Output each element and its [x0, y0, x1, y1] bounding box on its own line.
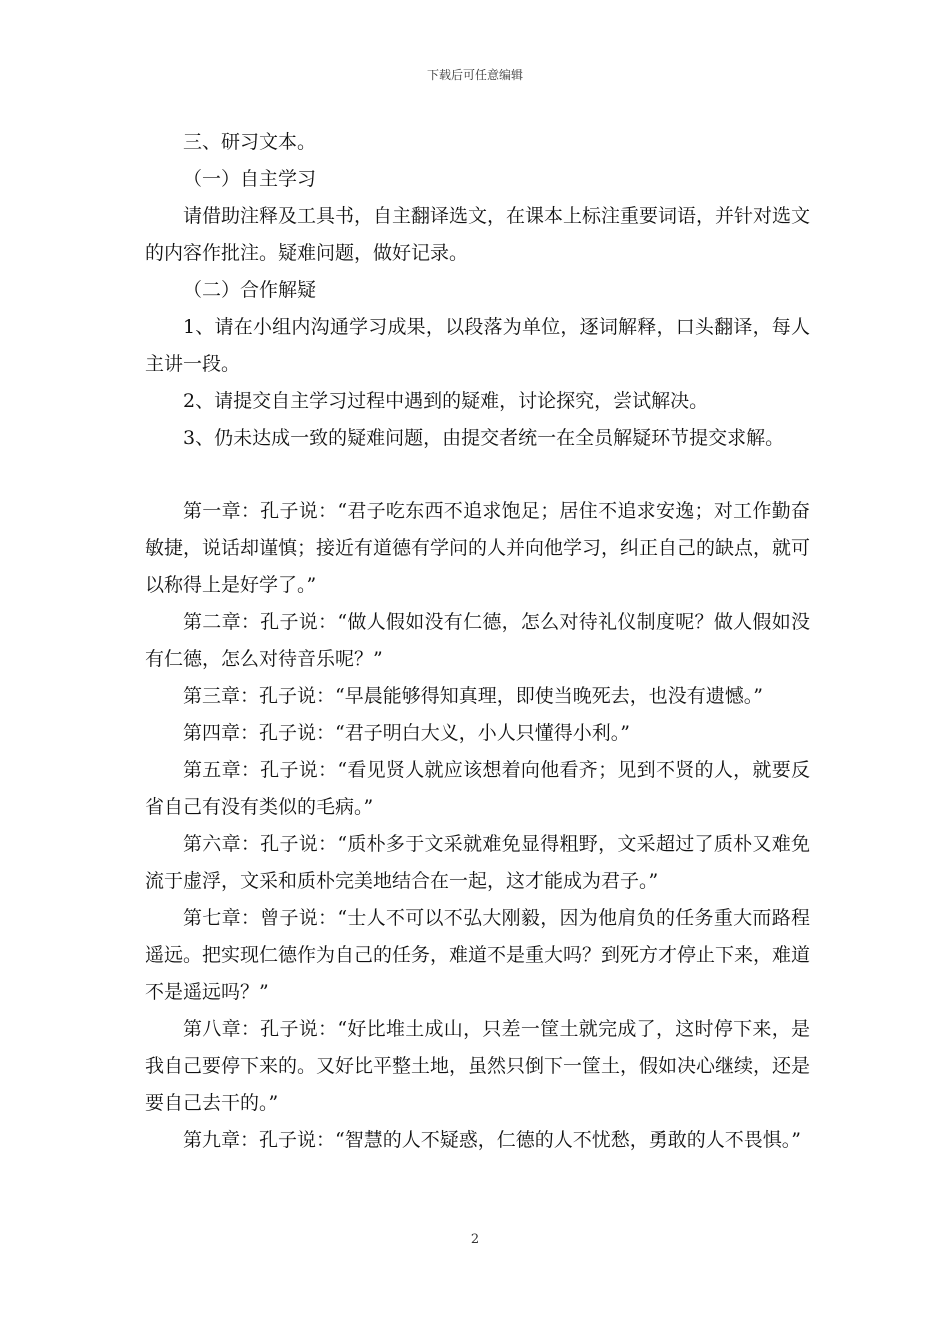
step-item: 3、仍未达成一致的疑难问题，由提交者统一在全员解疑环节提交求解。 [183, 427, 785, 449]
subsection-self-study: （一）自主学习 [183, 168, 317, 190]
chapter-paragraph: 第九章：孔子说：“智慧的人不疑惑，仁德的人不忧愁，勇敢的人不畏惧。” [183, 1129, 801, 1151]
section-heading: 三、研习文本。 [183, 131, 317, 153]
chapter-paragraph: 第二章：孔子说：“做人假如没有仁德，怎么对待礼仪制度呢？做人假如没有仁德，怎么对待音乐呢？” [145, 611, 810, 670]
page-number: 2 [470, 1232, 480, 1247]
step-item: 2、请提交自主学习过程中遇到的疑难，讨论探究，尝试解决。 [183, 390, 709, 412]
step-item: 1、请在小组内沟通学习成果，以段落为单位，逐词解释，口头翻译，每人主讲一段。 [145, 316, 810, 375]
chapter-paragraph: 第七章：曾子说：“士人不可以不弘大刚毅，因为他肩负的任务重大而路程遥远。把实现仁德作为自己的任务，难道不是重大吗？到死方才停止下来，难道不是遥远吗？” [145, 907, 811, 1003]
chapter-paragraph: 第五章：孔子说：“看见贤人就应该想着向他看齐；见到不贤的人，就要反省自己有没有类似的毛病。” [145, 759, 810, 818]
self-study-paragraph: 请借助注释及工具书，自主翻译选文，在课本上标注重要词语，并针对选文的内容作批注。疑难问题，做好记录。 [145, 205, 811, 264]
chapter-paragraph: 第六章：孔子说：“质朴多于文采就难免显得粗野，文采超过了质朴又难免流于虚浮，文采和质朴完美地结合在一起，这才能成为君子。” [145, 833, 810, 892]
chapter-paragraph: 第四章：孔子说：“君子明白大义，小人只懂得小利。” [183, 722, 630, 744]
chapter-paragraph: 第三章：孔子说：“早晨能够得知真理，即使当晚死去，也没有遗憾。” [183, 685, 763, 707]
page-header-note: 下载后可任意编辑 [426, 68, 523, 82]
chapter-paragraph: 第八章：孔子说：“好比堆土成山，只差一筐土就完成了，这时停下来，是我自己要停下来的。又好比平整土地，虽然只倒下一筐土，假如决心继续，还是要自己去干的。” [145, 1018, 811, 1114]
chapter-paragraph: 第一章：孔子说：“君子吃东西不追求饱足；居住不追求安逸；对工作勤奋敏捷，说话却谨慎；接近有道德有学问的人并向他学习，纠正自己的缺点，就可以称得上是好学了。” [145, 500, 811, 596]
document-body [145, 124, 810, 1159]
subsection-cooperation: （二）合作解疑 [183, 279, 317, 301]
blank-spacer [145, 457, 810, 493]
